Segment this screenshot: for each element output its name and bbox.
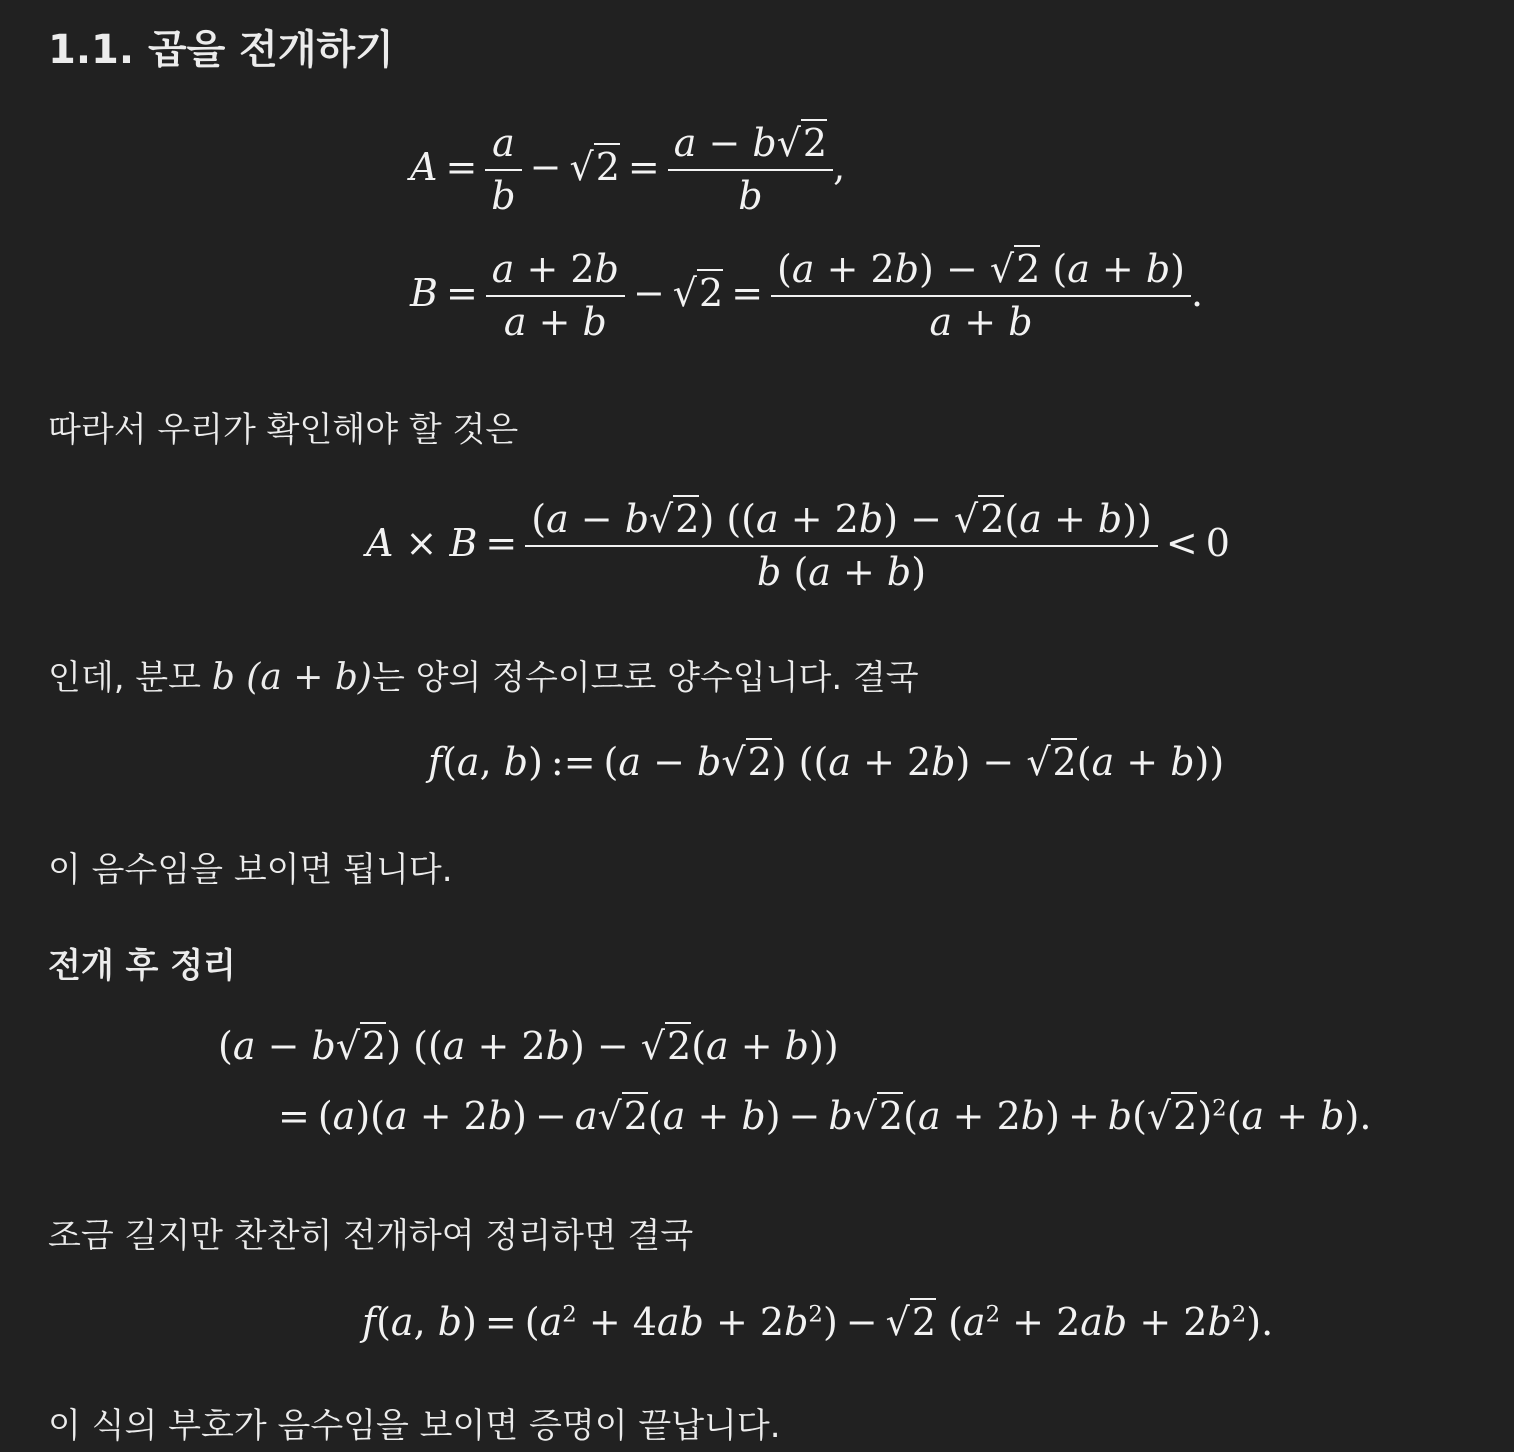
paragraph-3: 이 음수임을 보이면 됩니다. <box>48 850 453 890</box>
paragraph-2: 인데, 분모 b (a + b)는 양의 정수이므로 양수입니다. 결국 <box>48 657 919 698</box>
equation-f-definition: f(a, b) := (a − b√2) ((a + 2b) − √2(a + b)) <box>428 740 1225 784</box>
subheading: 전개 후 정리 <box>48 946 236 986</box>
equation-expansion-line1: (a − b√2) ((a + 2b) − √2(a + b)) <box>218 1024 839 1068</box>
paragraph-4: 조금 길지만 찬찬히 전개하여 정리하면 결국 <box>48 1216 694 1256</box>
equation-expansion-line2: = $(a)(a + 2b) - a√2(a + b) - b√2(a + 2b) + b(√2)^2(a + b)$. <box>278 1094 1372 1138</box>
equation-f-final: f(a, $b) = (a^2 + 4ab + 2b^2) - √2$ $(a^2 + 2ab + 2b^2)$. <box>362 1300 1274 1344</box>
equation-a: A = $\frac{a}{b}$ − √2 = $\frac{a - b√2}{b}$ , <box>410 118 845 223</box>
paragraph-1: 따라서 우리가 확인해야 할 것은 <box>48 410 519 450</box>
equation-product: A × B = $\frac{(a - b√2) ((a + 2b) - √2(a + b))}{b (a + b)}$ < 0 <box>366 494 1230 599</box>
equation-b: B = $\frac{a + 2b}{a + b}$ − √2 = $\frac{(a + 2b) - √2 (a + b)}{a + b}$ . <box>410 244 1203 349</box>
section-title: 1.1. 곱을 전개하기 <box>48 27 394 73</box>
paragraph-5: 이 식의 부호가 음수임을 보이면 증명이 끝납니다. <box>48 1406 781 1446</box>
inline-math-denominator: b (a + b) <box>211 657 372 698</box>
